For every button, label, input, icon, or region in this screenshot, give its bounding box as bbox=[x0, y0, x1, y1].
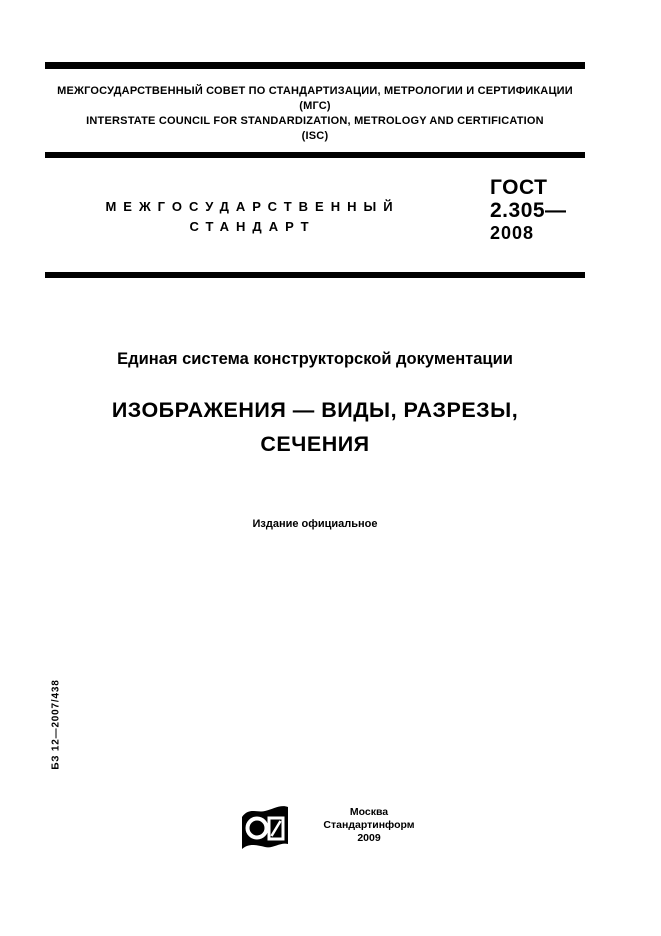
council-name-en: INTERSTATE COUNCIL FOR STANDARDIZATION, METROLOGY AND CERTIFICATION bbox=[86, 115, 544, 127]
side-registration-code: БЗ 12—2007/438 bbox=[50, 679, 62, 770]
standard-type-line2: СТАНДАРТ bbox=[189, 219, 316, 234]
edition-note: Издание официальное bbox=[252, 518, 378, 530]
top-rule bbox=[45, 62, 585, 69]
imprint bbox=[304, 806, 434, 845]
document-main-title-line1: ИЗОБРАЖЕНИЯ — ВИДЫ, РАЗРЕЗЫ, bbox=[111, 398, 519, 422]
council-name-ru: МЕЖГОСУДАРСТВЕННЫЙ СОВЕТ ПО СТАНДАРТИЗАЦИИ, МЕТРОЛОГИИ И СЕРТИФИКАЦИИ bbox=[57, 85, 573, 97]
standard-code-gost: ГОСТ bbox=[490, 176, 548, 199]
council-abbr-ru: (МГС) bbox=[299, 100, 331, 112]
document-system-title: Единая система конструкторской документации bbox=[117, 350, 513, 368]
standard-code-year: 2008 bbox=[490, 223, 535, 243]
standartinform-logo-icon bbox=[240, 802, 290, 854]
imprint-city: Москва bbox=[349, 806, 389, 818]
imprint-publisher: Стандартинформ bbox=[323, 819, 415, 831]
standard-code-number: 2.305— bbox=[490, 199, 567, 222]
council-header bbox=[45, 84, 585, 144]
standard-divider-rule bbox=[45, 272, 585, 278]
standard-code bbox=[490, 176, 610, 245]
standard-designation-row bbox=[45, 158, 585, 272]
standard-type-label bbox=[45, 158, 460, 272]
council-abbr-en: (ISC) bbox=[301, 130, 329, 142]
publisher-footer bbox=[240, 798, 450, 854]
standard-type-line1: МЕЖГОСУДАРСТВЕННЫЙ bbox=[105, 199, 400, 214]
document-main-title-line2: СЕЧЕНИЯ bbox=[260, 432, 370, 456]
imprint-year: 2009 bbox=[357, 832, 381, 844]
document-main-title bbox=[45, 393, 585, 461]
